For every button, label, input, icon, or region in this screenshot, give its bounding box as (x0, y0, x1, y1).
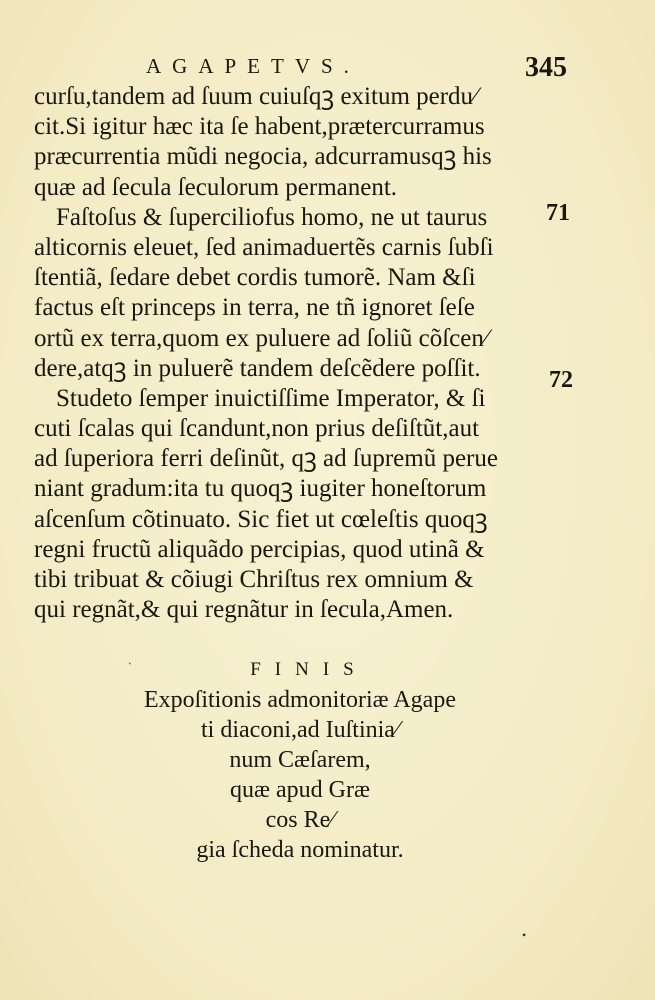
stray-mark: • (522, 928, 527, 942)
text-line: niant gradum:ita tu quoqꝫ iugiter honeſtorum (34, 475, 487, 503)
text-line: ad ſuperiora ferri deſinũt, qꝫ ad ſupremũ perue (34, 445, 498, 473)
colophon (0, 655, 600, 865)
text-line: quæ ad ſecula ſeculorum permanent. (34, 173, 398, 201)
margin-number: 72 (549, 367, 573, 393)
colophon-line: num Cæſarem, (229, 747, 371, 773)
text-line: aſcenſum cõtinuato. Sic fiet ut cœleſtis quoqꝫ (34, 505, 488, 533)
text-line: cuti ſcalas qui ſcandunt,non prius deſiſtũt,aut (34, 415, 480, 443)
text-line: Faſtoſus & ſuperciliofus homo, ne ut taurus (56, 203, 488, 231)
page-number: 345 (525, 52, 567, 83)
colophon-line: gia ſcheda nominatur. (196, 837, 404, 863)
text-line: curſu,tandem ad ſuum cuiuſqꝫ exitum perdu⁄ (34, 83, 478, 110)
colophon-text (0, 685, 600, 865)
text-line: ortũ ex terra,quom ex puluere ad ſoliũ cõſcen⁄ (34, 324, 489, 352)
text-line: cit.Si igitur hæc ita ſe habent,prætercurramus (34, 113, 485, 141)
stray-mark: ` (128, 660, 132, 674)
colophon-line: quæ apud Græ (230, 777, 370, 803)
colophon-line: ti diaconi,ad Iuſtinia⁄ (201, 717, 399, 743)
text-line: Studeto ſemper inuictiſſime Imperator, & ſi (56, 384, 486, 412)
main-text (34, 82, 544, 625)
text-line: tibi tribuat & cõiugi Chriſtus rex omnium & (34, 566, 474, 593)
running-head: AGAPETVS. (146, 54, 360, 78)
text-line: qui regnãt,& qui regnãtur in ſecula,Amen. (34, 596, 454, 624)
text-line: præcurrentia mũdi negocia, adcurramusqꝫ his (34, 143, 492, 171)
colophon-line: cos Re⁄ (265, 807, 335, 833)
text-line: dere,atqꝫ in puluerẽ tandem deſcẽdere poſſit. (34, 354, 481, 382)
colophon-line: Expoſitionis admonitoriæ Agape (144, 687, 456, 713)
text-line: alticornis eleuet, ſed animaduertẽs carnis ſubſi (34, 233, 494, 261)
text-line: factus eſt princeps in terra, ne tñ ignoret ſeſe (34, 294, 475, 322)
page-header (0, 52, 655, 86)
finis-label: FINIS (250, 659, 368, 680)
margin-number: 71 (546, 200, 570, 226)
text-line: ſtentiã, ſedare debet cordis tumorẽ. Nam &ſi (34, 264, 476, 292)
text-line: regni fructũ aliquãdo percipias, quod utinã & (34, 535, 485, 563)
